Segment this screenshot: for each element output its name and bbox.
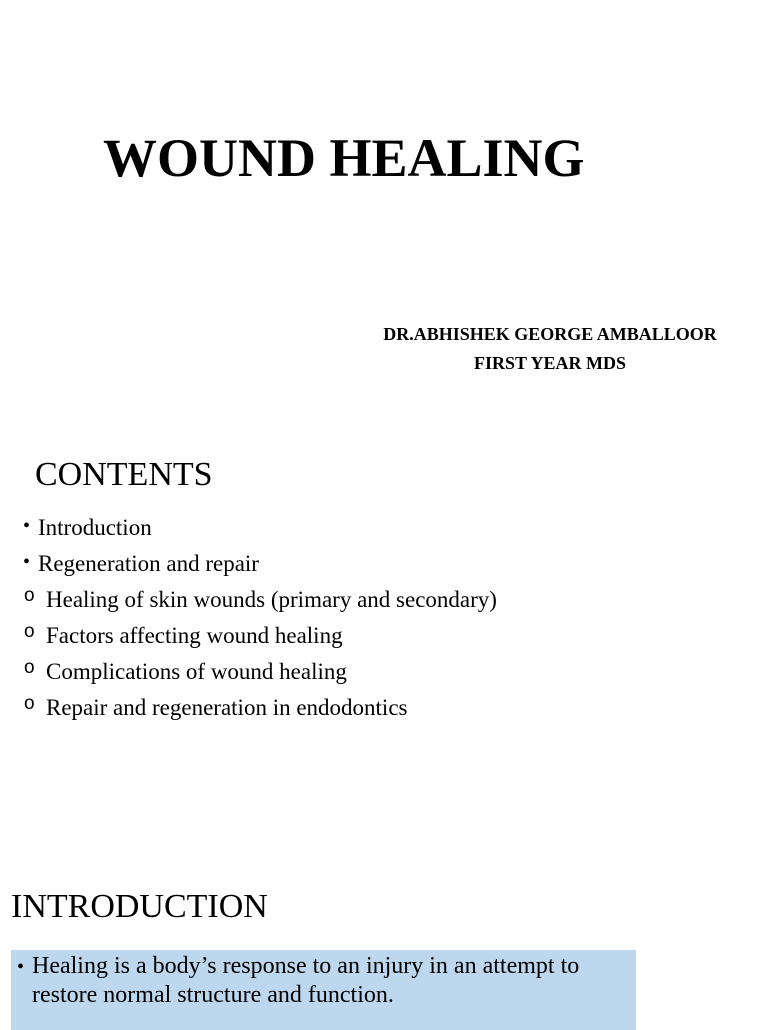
list-item (22, 510, 497, 546)
introduction-text: Healing is a body’s response to an injury in an attempt to restore normal structure and function. (32, 953, 580, 1008)
contents-list (22, 510, 497, 726)
list-item-text: Repair and regeneration in endodontics (46, 695, 408, 720)
list-item (22, 546, 497, 582)
slide-title: WOUND HEALING (103, 128, 585, 188)
introduction-heading: INTRODUCTION (11, 888, 268, 925)
introduction-highlight-box (11, 950, 636, 1030)
list-item (22, 654, 497, 690)
ring-bullet-icon: o (24, 621, 35, 642)
list-item (22, 618, 497, 654)
author-name: DR.ABHISHEK GEORGE AMBALLOOR (383, 324, 717, 344)
author-subtitle: FIRST YEAR MDS (473, 353, 627, 373)
list-item-text: Complications of wound healing (46, 659, 347, 684)
author-block (360, 320, 740, 378)
list-item-text: Introduction (38, 515, 152, 540)
ring-bullet-icon: o (24, 585, 35, 606)
ring-bullet-icon: o (24, 693, 35, 714)
list-item-text: Healing of skin wounds (primary and secondary) (46, 587, 497, 612)
ring-bullet-icon: o (24, 657, 35, 678)
contents-heading: CONTENTS (35, 456, 213, 493)
bullet-icon: • (17, 956, 25, 978)
list-item-text: Regeneration and repair (38, 551, 259, 576)
list-item-text: Factors affecting wound healing (46, 623, 343, 648)
list-item (22, 690, 497, 726)
list-item (22, 582, 497, 618)
bullet-icon: • (23, 515, 31, 537)
bullet-icon: • (23, 551, 31, 573)
